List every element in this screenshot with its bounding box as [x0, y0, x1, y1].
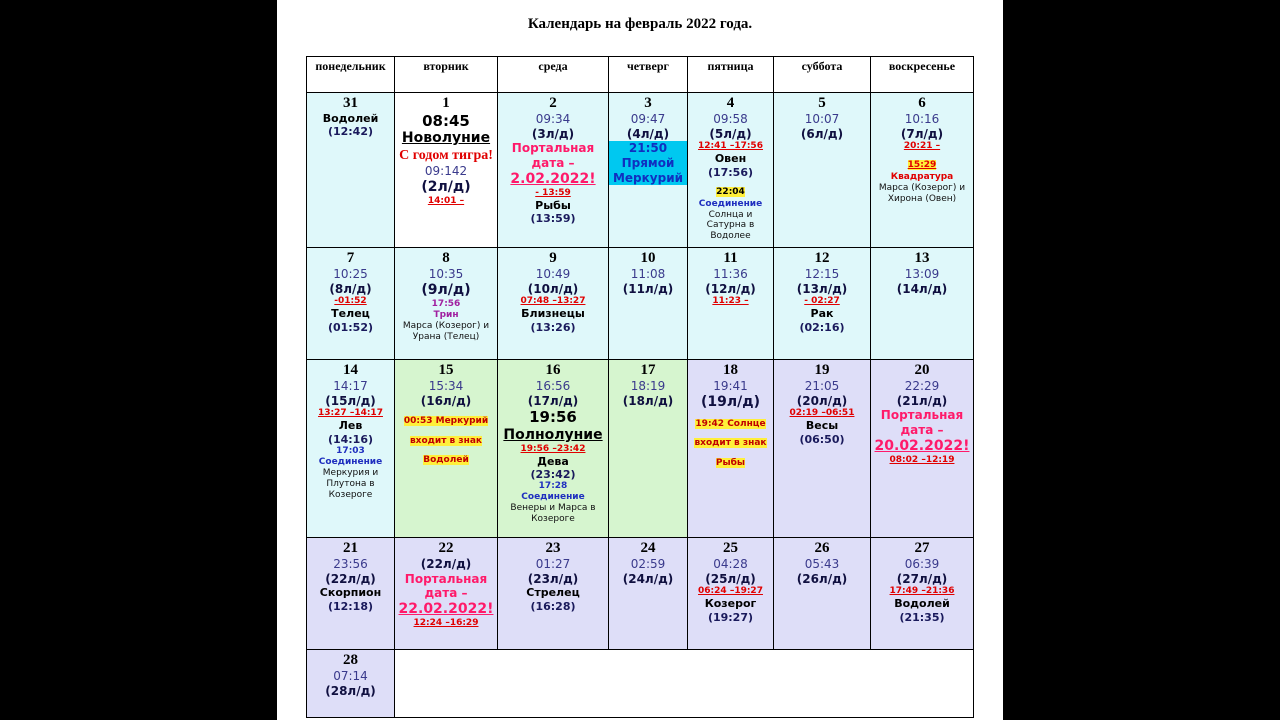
aspect-time: 17:56: [431, 298, 461, 309]
day-number: 26: [814, 540, 830, 556]
day-number: 24: [640, 540, 656, 556]
zodiac-time: (16:28): [530, 599, 576, 613]
aspect-label: Соединение: [698, 198, 763, 209]
day-cell-10: [609, 248, 688, 360]
lunar-day: (26л/д): [796, 571, 848, 586]
moonrise-time: 09:58: [713, 112, 748, 126]
day-cell-13: [871, 248, 974, 360]
lunar-day: (28л/д): [325, 683, 376, 698]
lunar-day: (3л/д): [531, 126, 575, 141]
day-cell-3: [609, 93, 688, 248]
day-number: 12: [814, 250, 830, 266]
zodiac-sign: Водолей: [322, 112, 379, 125]
zodiac-time: (23:42): [530, 468, 576, 481]
lunar-day: (16л/д): [420, 393, 472, 408]
day-number: 1: [442, 95, 450, 111]
zodiac-sign: Козерог: [704, 597, 757, 611]
portal-label: Портальная дата –: [511, 141, 595, 170]
aspect-label: Трин: [433, 309, 459, 320]
moonrise-time: 15:34: [428, 379, 464, 393]
aspect-description: Солнца и Сатурна в Водолее: [706, 209, 755, 242]
day-number: 19: [814, 362, 830, 378]
day-number: 23: [545, 540, 561, 556]
weekday-wed: среда: [498, 57, 609, 93]
day-number: 27: [914, 540, 930, 556]
lunar-day: (25л/д): [705, 571, 756, 586]
day-cell-24: [609, 538, 688, 650]
day-cell-19: [774, 360, 871, 538]
day-number: 9: [549, 250, 557, 266]
day-number: 15: [438, 362, 454, 378]
zodiac-sign: Стрелец: [526, 586, 580, 600]
lunar-day: (7л/д): [900, 126, 944, 141]
aspect-time: 17:03: [336, 446, 365, 457]
lunar-day: (12л/д): [705, 281, 756, 296]
lunar-day: (6л/д): [800, 126, 844, 141]
weekday-thu: четверг: [609, 57, 688, 93]
aspect-label: Квадратура: [890, 171, 954, 182]
void-interval: 11:23 –: [712, 296, 749, 307]
day-cell-4: [688, 93, 774, 248]
lunar-day: (5л/д): [709, 126, 752, 141]
zodiac-time: (21:35): [899, 610, 945, 624]
lunar-day: (22л/д): [325, 571, 376, 586]
day-number: 5: [818, 95, 826, 111]
day-cell-17: [609, 360, 688, 538]
day-cell-5: [774, 93, 871, 248]
moonrise-time: 10:07: [804, 112, 840, 126]
lunar-day: (24л/д): [622, 571, 674, 586]
calendar-title: Календарь на февраль 2022 года.: [527, 16, 753, 32]
day-number: 13: [914, 250, 930, 266]
day-number: 4: [726, 95, 735, 111]
zodiac-time: (12:42): [327, 125, 374, 139]
lunar-day: (18л/д): [622, 393, 674, 408]
zodiac-sign: Телец: [331, 307, 370, 321]
ingress-event: 00:53 Меркурий входит в знак Водолей: [403, 416, 489, 466]
day-cell-9: [498, 248, 609, 360]
day-cell-6: [871, 93, 974, 248]
full-moon-time: 19:56: [529, 408, 577, 427]
void-interval: - 02:27: [804, 296, 840, 307]
void-interval: 13:27 –14:17: [318, 408, 383, 419]
aspect-label: Соединение: [318, 457, 383, 467]
lunar-day: (14л/д): [896, 281, 948, 296]
zodiac-sign: Дева: [537, 454, 569, 468]
lunar-day: (8л/д): [329, 281, 372, 296]
moonrise-time: 12:15: [804, 267, 840, 281]
lunar-day: (4л/д): [626, 126, 670, 141]
weekday-sun: воскресенье: [871, 57, 974, 93]
lunar-day: (21л/д): [896, 393, 948, 408]
day-number: 8: [442, 250, 450, 266]
day-cell-12: [774, 248, 871, 360]
void-interval: 06:24 –19:27: [698, 586, 763, 597]
weekday-tue: вторник: [395, 57, 498, 93]
zodiac-sign: Лев: [338, 419, 363, 433]
day-cell-27: [871, 538, 974, 650]
lunar-day: (20л/д): [796, 393, 848, 408]
lunar-day: (23л/д): [527, 571, 579, 586]
weekday-mon: понедельник: [307, 57, 395, 93]
lunar-day: (10л/д): [527, 281, 579, 296]
day-number: 22: [438, 540, 454, 556]
zodiac-time: (06:50): [799, 432, 845, 446]
zodiac-time: (17:56): [707, 165, 754, 179]
moonrise-time: 09:47: [630, 112, 666, 126]
day-cell-26: [774, 538, 871, 650]
moonrise-time: 01:27: [535, 557, 571, 571]
lunar-day: (22л/д): [420, 557, 472, 571]
day-number: 25: [723, 540, 738, 556]
moonrise-time: 11:08: [630, 267, 666, 281]
week-row-2: [307, 248, 974, 360]
portal-date: 20.02.2022!: [874, 437, 970, 454]
day-cell-20: [871, 360, 974, 538]
lunar-day: (17л/д): [527, 393, 579, 408]
portal-date: 2.02.2022!: [510, 170, 596, 187]
moonrise-time: 10:35: [428, 267, 464, 281]
full-moon-label: Полнолуние: [503, 426, 603, 443]
day-cell-22: [395, 538, 498, 650]
day-number: 11: [723, 250, 738, 266]
day-number: 17: [640, 362, 656, 378]
day-cell-25: [688, 538, 774, 650]
moonrise-time: 05:43: [804, 557, 840, 571]
day-cell-7: [307, 248, 395, 360]
lunar-day: (19л/д): [701, 393, 760, 410]
void-interval: 20:21 –: [903, 141, 941, 152]
day-number: 18: [723, 362, 738, 378]
new-moon-label: Новолуние: [401, 130, 491, 147]
day-cell-15: [395, 360, 498, 538]
day-number: 6: [918, 95, 926, 111]
day-number: 16: [545, 362, 561, 378]
void-interval-end: 15:29: [907, 160, 937, 171]
calendar-table: [306, 56, 974, 718]
day-cell-1: [395, 93, 498, 248]
aspect-description: Меркурия и Плутона в Козероге: [322, 467, 379, 500]
zodiac-sign: Весы: [805, 419, 839, 433]
moonrise-time: 09:34: [535, 112, 571, 126]
lunar-day: (11л/д): [622, 281, 674, 296]
moonrise-time: 04:28: [713, 557, 748, 571]
void-interval: 12:41 –17:56: [698, 141, 763, 152]
void-interval: 08:02 –12:19: [889, 454, 955, 465]
day-cell-21: [307, 538, 395, 650]
aspect-time: 22:04: [716, 187, 745, 198]
lunar-day: (13л/д): [796, 281, 848, 296]
week-row-5: [307, 650, 974, 718]
day-cell-28: [307, 650, 395, 718]
week-row-3: [307, 360, 974, 538]
void-interval: - 13:59: [535, 187, 571, 198]
week-row-4: [307, 538, 974, 650]
moonrise-time: 21:05: [804, 379, 840, 393]
empty-cell-trailing: [395, 650, 974, 718]
aspect-time: 17:28: [538, 481, 568, 492]
aspect-description: Марса (Козерог) и Урана (Телец): [402, 320, 490, 342]
void-interval: 14:01 –: [427, 196, 465, 207]
zodiac-sign: Водолей: [894, 597, 950, 611]
moonrise-time: 22:29: [904, 379, 940, 393]
zodiac-time: (13:59): [530, 211, 576, 225]
void-interval: 02:19 –06:51: [789, 408, 855, 419]
moonrise-time: 10:49: [535, 267, 571, 281]
aspect-description: Венеры и Марса в Козероге: [510, 503, 596, 525]
day-number: 21: [343, 540, 358, 556]
moonrise-time: 10:25: [333, 267, 368, 281]
weekday-fri: пятница: [688, 57, 774, 93]
day-cell-8: [395, 248, 498, 360]
new-moon-time: 08:45: [422, 112, 470, 130]
aspect-description: Марса (Козерог) и Хирона (Овен): [878, 182, 966, 204]
lunar-day: (27л/д): [896, 571, 948, 586]
day-number: 20: [914, 362, 930, 378]
moonrise-time: 11:36: [713, 267, 748, 281]
week-row-1: [307, 93, 974, 248]
zodiac-time: (19:27): [707, 610, 754, 624]
void-interval: 07:48 –13:27: [520, 296, 586, 307]
day-number: 31: [343, 95, 358, 111]
lunar-day: (9л/д): [421, 281, 471, 298]
moonrise-time: 19:41: [713, 379, 748, 393]
moonrise-time: 23:56: [333, 557, 368, 571]
day-cell-16: [498, 360, 609, 538]
portal-date: 22.02.2022!: [398, 600, 494, 617]
lunar-day: (15л/д): [325, 393, 376, 408]
day-cell-2: [498, 93, 609, 248]
weekday-header-row: [307, 57, 974, 93]
moonrise-time: 18:19: [630, 379, 666, 393]
day-number: 14: [343, 362, 358, 378]
mercury-direct-event: 21:50 Прямой Меркурий: [609, 141, 687, 185]
moonrise-time: 07:14: [333, 669, 368, 683]
void-interval: 19:56 –23:42: [520, 443, 586, 454]
ingress-event: 19:42 Солнце входит в знак Рыбы: [694, 418, 767, 468]
moonrise-time: 16:56: [535, 379, 571, 393]
zodiac-time: (12:18): [327, 599, 374, 613]
day-cell-18: [688, 360, 774, 538]
day-cell-23: [498, 538, 609, 650]
zodiac-sign: Овен: [714, 152, 747, 166]
moonrise-time: 13:09: [904, 267, 940, 281]
day-number: 2: [549, 95, 557, 111]
weekday-sat: суббота: [774, 57, 871, 93]
portal-label: Портальная дата –: [880, 408, 964, 437]
day-cell-11: [688, 248, 774, 360]
zodiac-time: (01:52): [327, 320, 374, 334]
moonrise-time: 14:17: [333, 379, 368, 393]
moonrise-time: 09:142: [424, 164, 468, 179]
calendar-page: [277, 0, 1003, 720]
day-number: 3: [644, 95, 652, 111]
zodiac-sign: Скорпион: [319, 586, 382, 600]
aspect-label: Соединение: [521, 492, 585, 503]
new-year-greeting: С годом тигра!: [399, 148, 493, 164]
zodiac-sign: Близнецы: [521, 307, 585, 321]
portal-label: Портальная дата –: [404, 571, 488, 601]
zodiac-time: (14:16): [327, 432, 374, 446]
moonrise-time: 02:59: [630, 557, 666, 571]
day-cell-14: [307, 360, 395, 538]
void-interval: 17:49 –21:36: [889, 586, 955, 597]
day-number: 28: [343, 652, 358, 668]
void-interval: 12:24 –16:29: [413, 617, 479, 628]
zodiac-time: (02:16): [799, 320, 845, 334]
moonrise-time: 10:16: [904, 112, 940, 126]
zodiac-sign: Рыбы: [535, 198, 571, 212]
moonrise-time: 06:39: [904, 557, 940, 571]
day-cell-31: [307, 93, 395, 248]
day-number: 7: [346, 250, 355, 266]
day-number: 10: [640, 250, 656, 266]
void-interval: -01:52: [334, 296, 367, 307]
zodiac-time: (13:26): [530, 320, 576, 334]
zodiac-sign: Рак: [810, 307, 834, 321]
lunar-day: (2л/д): [421, 179, 471, 196]
